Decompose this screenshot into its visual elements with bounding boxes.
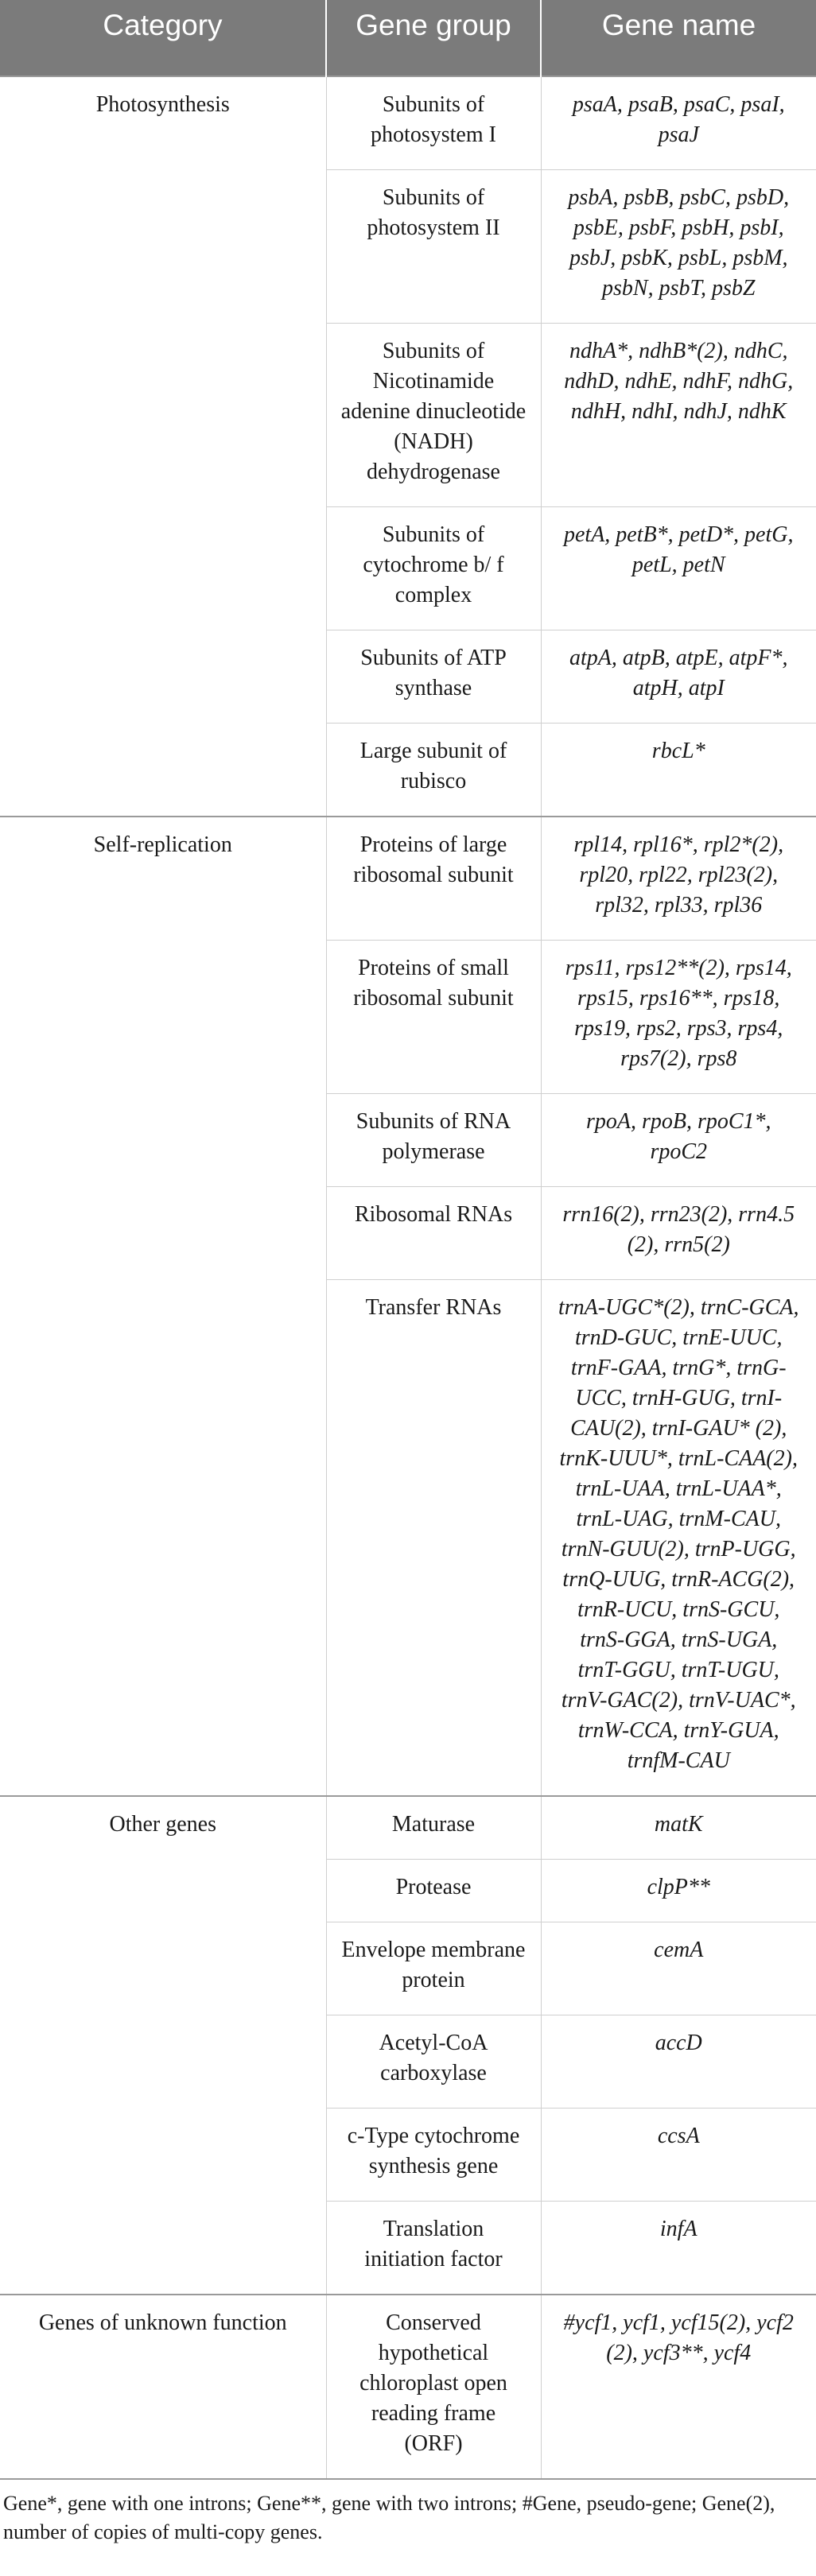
gene-name-cell: infA bbox=[541, 2202, 816, 2295]
gene-group-cell: c-Type cytochrome synthesis gene bbox=[326, 2109, 541, 2202]
header-gene-group: Gene group bbox=[326, 0, 541, 76]
gene-group-cell: Subunits of ATP synthase bbox=[326, 630, 541, 724]
gene-name-cell: petA, petB*, petD*, petG, petL, petN bbox=[541, 507, 816, 630]
gene-name-cell: trnA-UGC*(2), trnC-GCA, trnD-GUC, trnE-UUC, trnF-GAA, trnG*, trnG-UCC, trnH-GUG, trnI-CAU(2), trnI-GAU* (2), trnK-UUU*, trnL-CAA(2), trnL-UAA, trnL-UAA*, trnL-UAG, trnM-CAU, trnN-GUU(2), trnP-UGG, trnQ-UUG, trnR-ACG(2), trnR-UCU, trnS-GCU, trnS-GGA, trnS-UGA, trnT-GGU, trnT-UGU, trnV-GAC(2), trnV-UAC*, trnW-CCA, trnY-GUA, trnfM-CAU bbox=[541, 1280, 816, 1797]
gene-group-cell: Subunits of cytochrome b/ f complex bbox=[326, 507, 541, 630]
gene-name-cell: rbcL* bbox=[541, 724, 816, 817]
gene-name-cell: rps11, rps12**(2), rps14, rps15, rps16**, rps18, rps19, rps2, rps3, rps4, rps7(2), rps8 bbox=[541, 941, 816, 1094]
gene-group-cell: Subunits of RNA polymerase bbox=[326, 1094, 541, 1187]
table-header bbox=[0, 0, 816, 76]
gene-name-cell: #ycf1, ycf1, ycf15(2), ycf2 (2), ycf3**, ycf4 bbox=[541, 2295, 816, 2479]
table-row bbox=[0, 2295, 816, 2479]
gene-name-cell: matK bbox=[541, 1796, 816, 1860]
gene-group-cell: Maturase bbox=[326, 1796, 541, 1860]
table-row bbox=[0, 1796, 816, 1860]
table-footnote: Gene*, gene with one introns; Gene**, gene with two introns; #Gene, pseudo-gene; Gene(2), number of copies of multi-copy genes. bbox=[3, 2492, 775, 2543]
gene-name-cell: psbA, psbB, psbC, psbD, psbE, psbF, psbH, psbI, psbJ, psbK, psbL, psbM, psbN, psbT, psbZ bbox=[541, 170, 816, 324]
category-cell: Photosynthesis bbox=[0, 76, 326, 817]
gene-group-cell: Proteins of large ribosomal subunit bbox=[326, 817, 541, 941]
gene-group-cell: Acetyl-CoA carboxylase bbox=[326, 2015, 541, 2109]
category-cell: Self-replication bbox=[0, 817, 326, 1796]
gene-name-cell: cemA bbox=[541, 1922, 816, 2015]
gene-group-cell: Translation initiation factor bbox=[326, 2202, 541, 2295]
header-category: Category bbox=[0, 0, 326, 76]
gene-group-cell: Proteins of small ribosomal subunit bbox=[326, 941, 541, 1094]
table-row bbox=[0, 817, 816, 941]
gene-name-cell: rrn16(2), rrn23(2), rrn4.5 (2), rrn5(2) bbox=[541, 1187, 816, 1280]
category-cell: Other genes bbox=[0, 1796, 326, 2295]
gene-name-cell: ndhA*, ndhB*(2), ndhC, ndhD, ndhE, ndhF, ndhG, ndhH, ndhI, ndhJ, ndhK bbox=[541, 324, 816, 507]
gene-group-cell: Subunits of photosystem I bbox=[326, 76, 541, 170]
gene-group-cell: Protease bbox=[326, 1860, 541, 1922]
gene-group-cell: Subunits of photosystem II bbox=[326, 170, 541, 324]
gene-name-cell: rpl14, rpl16*, rpl2*(2), rpl20, rpl22, rpl23(2), rpl32, rpl33, rpl36 bbox=[541, 817, 816, 941]
gene-name-cell: accD bbox=[541, 2015, 816, 2109]
gene-group-cell: Large subunit of rubisco bbox=[326, 724, 541, 817]
gene-group-cell: Conserved hypothetical chloroplast open reading frame (ORF) bbox=[326, 2295, 541, 2479]
gene-name-cell: ccsA bbox=[541, 2109, 816, 2202]
gene-name-cell: clpP** bbox=[541, 1860, 816, 1922]
header-gene-name: Gene name bbox=[541, 0, 816, 76]
category-cell: Genes of unknown function bbox=[0, 2295, 326, 2479]
gene-group-cell: Transfer RNAs bbox=[326, 1280, 541, 1797]
gene-name-cell: atpA, atpB, atpE, atpF*, atpH, atpI bbox=[541, 630, 816, 724]
gene-name-cell: psaA, psaB, psaC, psaI, psaJ bbox=[541, 76, 816, 170]
gene-group-cell: Ribosomal RNAs bbox=[326, 1187, 541, 1280]
gene-name-cell: rpoA, rpoB, rpoC1*, rpoC2 bbox=[541, 1094, 816, 1187]
gene-group-cell: Envelope membrane protein bbox=[326, 1922, 541, 2015]
table-body bbox=[0, 76, 816, 2479]
gene-group-cell: Subunits of Nicotinamide adenine dinucleotide (NADH) dehydrogenase bbox=[326, 324, 541, 507]
table-row bbox=[0, 76, 816, 170]
